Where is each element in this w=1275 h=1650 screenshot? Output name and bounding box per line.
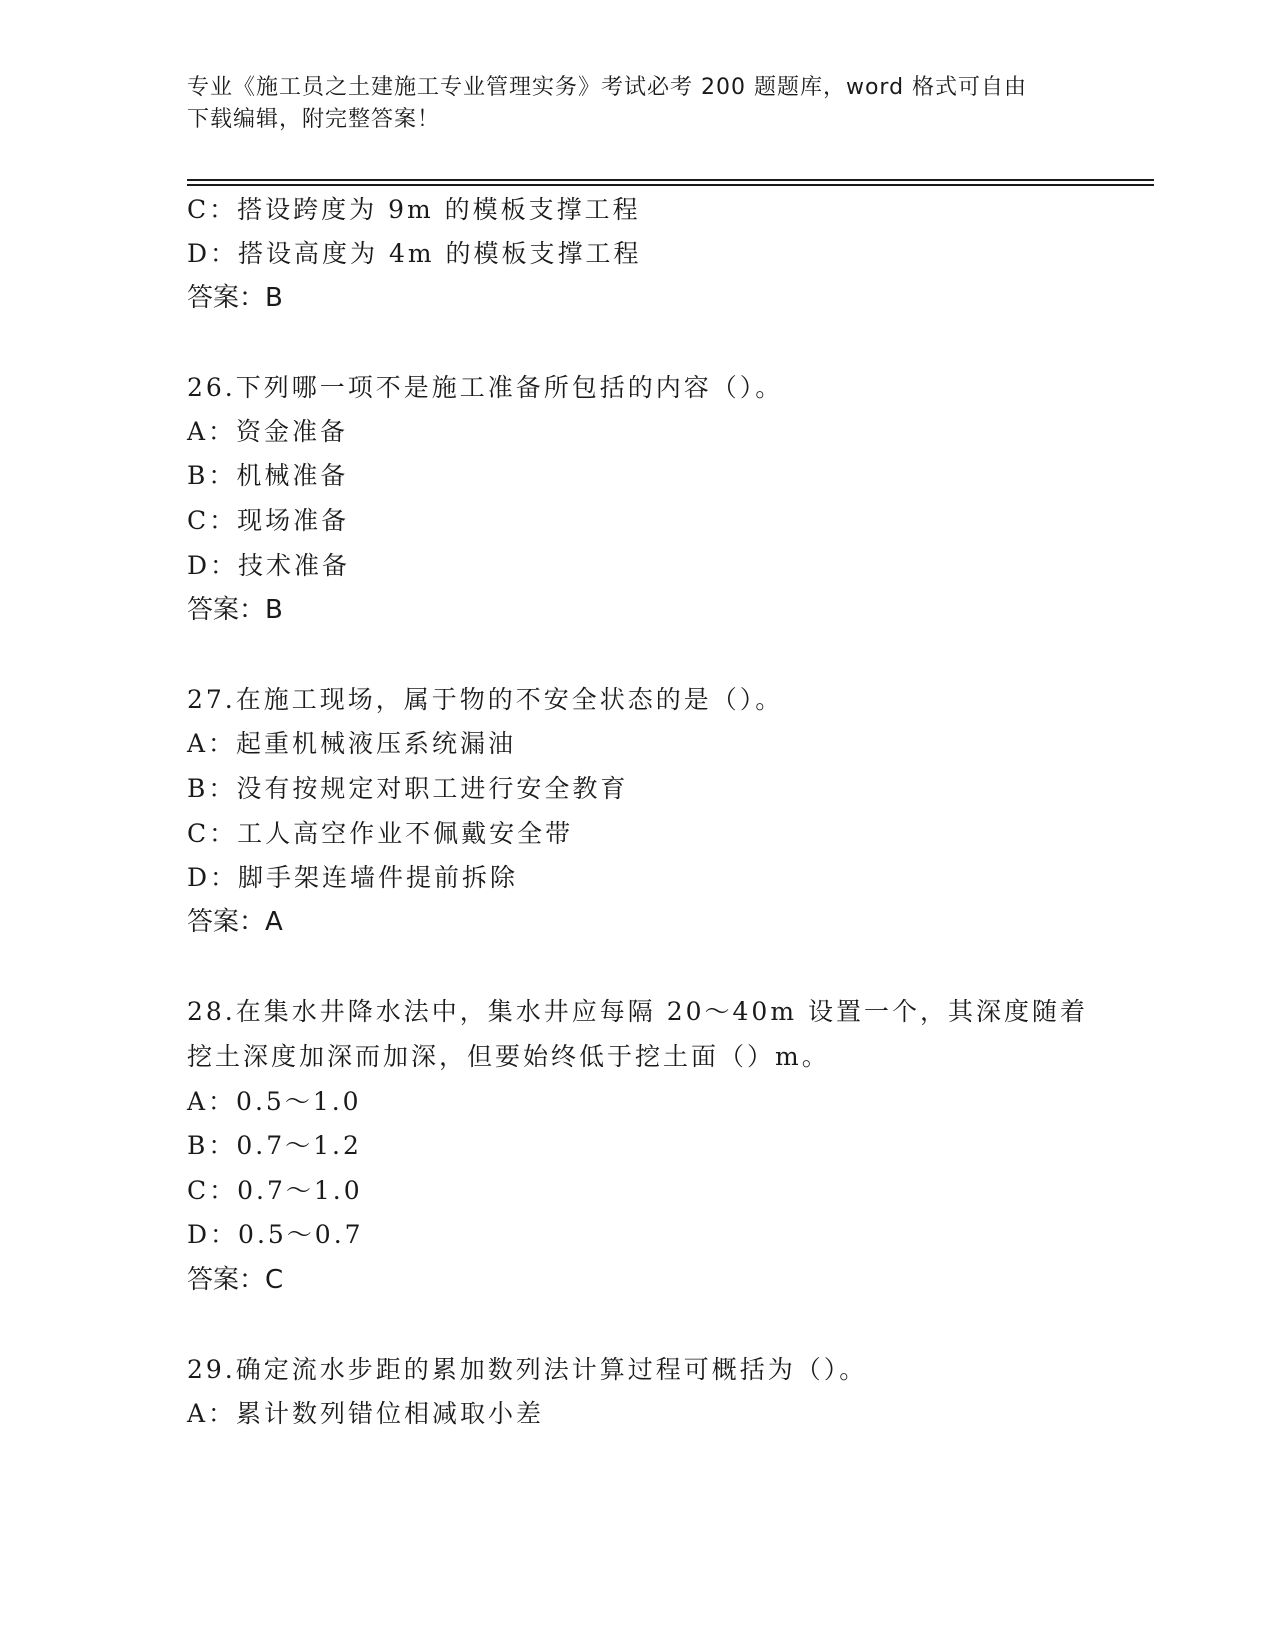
q27-answer: 答案：A	[187, 907, 283, 937]
q27-option-a: A：起重机械液压系统漏油	[187, 729, 517, 758]
header-line-2: 下载编辑，附完整答案！	[187, 107, 441, 132]
document-header	[187, 72, 1087, 136]
q28-option-b: B：0.7～1.2	[187, 1131, 362, 1160]
q28-option-a: A：0.5～1.0	[187, 1087, 362, 1116]
q26-question: 26.下列哪一项不是施工准备所包括的内容（）。	[187, 373, 784, 402]
q25-option-c: C：搭设跨度为 9m 的模板支撑工程	[187, 195, 641, 224]
q27-option-c: C：工人高空作业不佩戴安全带	[187, 819, 574, 848]
q26-option-c: C：现场准备	[187, 506, 350, 535]
q26-option-b: B：机械准备	[187, 461, 349, 490]
header-divider-top	[187, 179, 1154, 181]
q28-question-line-2: 挖土深度加深而加深，但要始终低于挖土面（）m。	[187, 1042, 830, 1071]
q25-answer: 答案：B	[187, 283, 283, 313]
q28-answer: 答案：C	[187, 1265, 284, 1295]
q26-option-d: D：技术准备	[187, 551, 351, 580]
q26-answer: 答案：B	[187, 595, 283, 625]
q26-option-a: A：资金准备	[187, 417, 349, 446]
header-divider-bottom	[187, 184, 1154, 186]
q29-option-a: A：累计数列错位相减取小差	[187, 1399, 545, 1428]
header-line-1: 专业《施工员之土建施工专业管理实务》考试必考 200 题题库，word 格式可自由	[187, 75, 1028, 100]
q28-question-line-1: 28.在集水井降水法中，集水井应每隔 20～40m 设置一个，其深度随着	[187, 997, 1088, 1026]
q28-option-d: D：0.5～0.7	[187, 1220, 364, 1249]
q28-option-c: C：0.7～1.0	[187, 1176, 363, 1205]
q25-option-d: D：搭设高度为 4m 的模板支撑工程	[187, 239, 642, 268]
q27-option-d: D：脚手架连墙件提前拆除	[187, 863, 519, 892]
q27-option-b: B：没有按规定对职工进行安全教育	[187, 774, 629, 803]
q27-question: 27.在施工现场，属于物的不安全状态的是（）。	[187, 685, 784, 714]
q29-question: 29.确定流水步距的累加数列法计算过程可概括为（）。	[187, 1355, 868, 1384]
